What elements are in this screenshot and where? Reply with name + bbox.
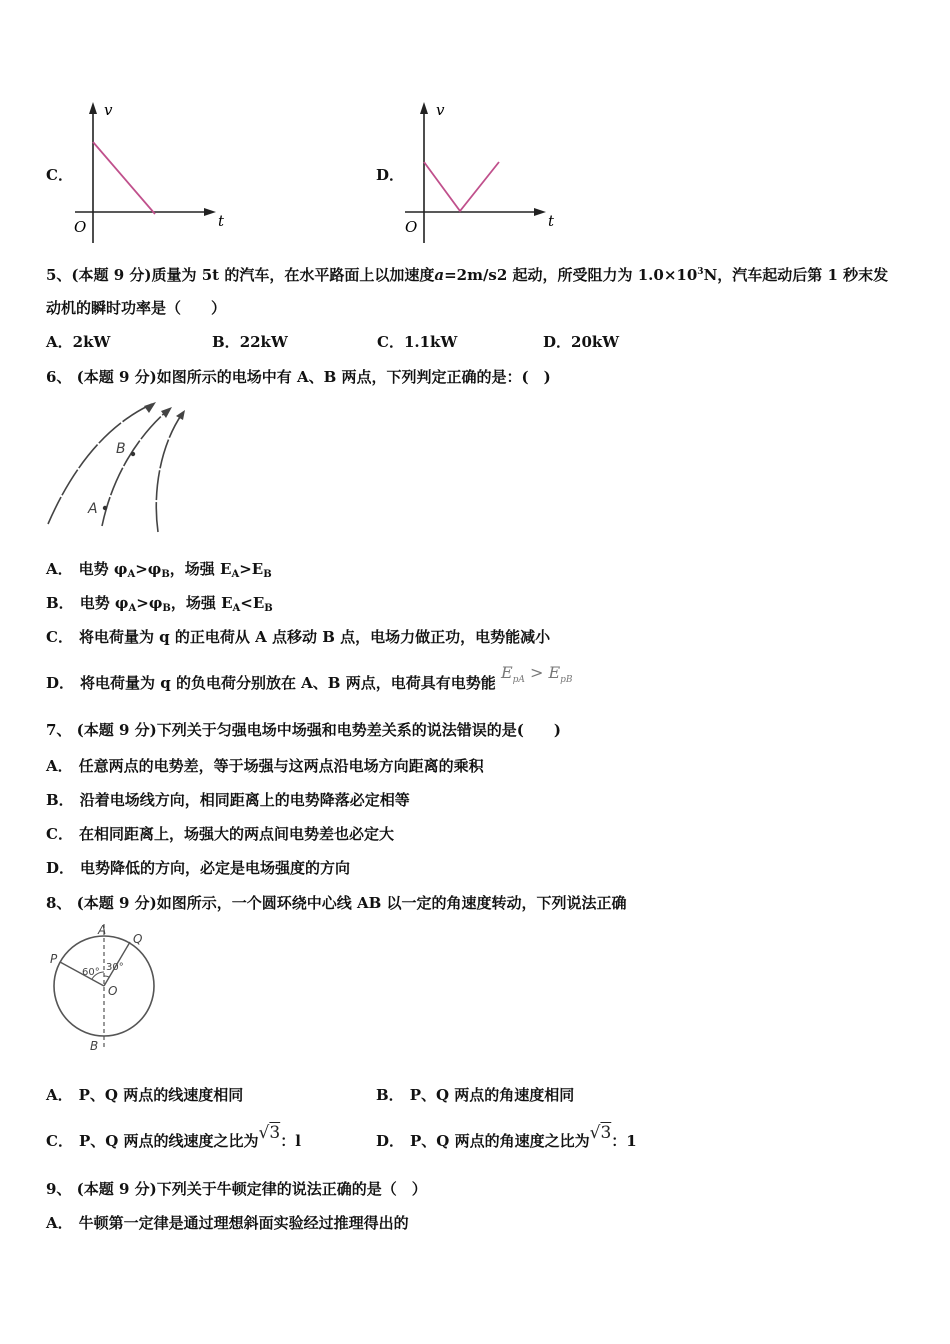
origin-label: O — [74, 218, 87, 236]
q7-option-c: C． 在相同距离上，场强大的两点间电势差也必定大 — [46, 825, 394, 843]
q6-stem: 6、 (本题 9 分)如图所示的电场中有 A、B 两点，下列判定正确的是：( ) — [46, 368, 551, 386]
origin-label: O — [405, 218, 418, 236]
axis-t-label: t — [218, 212, 225, 230]
q9-stem: 9、 (本题 9 分)下列关于牛顿定律的说法正确的是（ ） — [46, 1180, 427, 1198]
q7-option-a: A． 任意两点的电势差，等于场强与这两点沿电场方向距离的乘积 — [46, 757, 484, 775]
potential-energy-inequality: $E_{pA} > E_{pB}$ — [500, 663, 573, 685]
axis-v-label: v — [436, 101, 445, 119]
velocity-line — [93, 142, 155, 214]
angle-30-label: 30° — [106, 962, 124, 973]
field-arrow-icon — [161, 407, 172, 418]
q9-option-a: A． 牛顿第一定律是通过理想斜面实验经过推理得出的 — [46, 1214, 409, 1232]
label-b: B — [90, 1039, 99, 1053]
v-axis-arrow-icon — [420, 102, 428, 114]
sqrt-3: √3 — [258, 1123, 281, 1143]
label-a: A — [98, 923, 107, 937]
q4-option-c-label: C． — [46, 166, 73, 184]
point-a — [103, 506, 107, 510]
q5-option-c: C．1.1kW — [377, 333, 458, 351]
t-axis-arrow-icon — [534, 208, 546, 216]
field-arrow-icon — [144, 402, 156, 413]
v-axis-arrow-icon — [89, 102, 97, 114]
label-o: O — [108, 984, 118, 998]
q8-stem: 8、 (本题 9 分)如图所示，一个圆环绕中心线 AB 以一定的角速度转动，下列说法正确 — [46, 894, 627, 912]
q6-option-b: B． 电势 $\varphi_A>\varphi_B$，场强 $E_A<E_B$ — [46, 594, 273, 614]
q5-option-b: B．22kW — [212, 333, 288, 351]
q6-option-c: C． 将电荷量为 q 的正电荷从 A 点移动 B 点，电场力做正功，电势能减小 — [46, 628, 551, 646]
velocity-line — [424, 162, 499, 211]
q5-stem-line2: 动机的瞬时功率是（ ） — [46, 299, 227, 317]
t-axis-arrow-icon — [204, 208, 216, 216]
field-line-2 — [102, 410, 168, 526]
q5-option-d: D．20kW — [543, 333, 620, 351]
angle-60-label: 60° — [82, 967, 100, 978]
q4-option-c-graph — [70, 98, 230, 248]
q6-option-a: A． 电势 $\varphi_A>\varphi_B$，场强 $E_A>E_B$ — [46, 560, 272, 580]
q8-option-d: D． P、Q 两点的角速度之比为√3：1 — [376, 1123, 637, 1150]
q5-option-a: A．2kW — [46, 333, 111, 351]
q7-option-d: D． 电势降低的方向，必定是电场强度的方向 — [46, 859, 351, 877]
q8-option-a: A． P、Q 两点的线速度相同 — [46, 1086, 244, 1104]
q8-ring-figure — [42, 920, 172, 1060]
field-arrow-icon — [176, 410, 185, 420]
q8-option-b: B． P、Q 两点的角速度相同 — [376, 1086, 575, 1104]
label-q: Q — [133, 932, 143, 946]
axis-t-label: t — [548, 212, 555, 230]
point-b — [131, 452, 135, 456]
label-b: B — [116, 441, 126, 457]
q4-option-d-label: D． — [376, 166, 405, 184]
q6-option-d: D． 将电荷量为 q 的负电荷分别放在 A、B 两点，电荷具有电势能 $E_{pA} > E_{pB}$ — [46, 663, 573, 692]
label-a: A — [88, 501, 98, 517]
sqrt-3: √3 — [589, 1123, 612, 1143]
label-p: P — [50, 952, 58, 966]
field-line-1 — [48, 404, 152, 524]
q7-option-b: B． 沿着电场线方向，相同距离上的电势降落必定相等 — [46, 791, 410, 809]
q4-option-d-graph — [400, 98, 570, 248]
q7-stem: 7、 (本题 9 分)下列关于匀强电场中场强和电势差关系的说法错误的是( ) — [46, 721, 561, 739]
q5-stem-line1: 5、(本题 9 分)质量为 5t 的汽车，在水平路面上以加速度a=2m/s2 起动，所受阻力为 $1.0\times 10^3N$，汽车起动后第 1 秒末发 — [46, 266, 889, 284]
q6-electric-field-figure — [40, 398, 200, 543]
field-line-3 — [156, 414, 182, 532]
q8-option-c: C． P、Q 两点的线速度之比为√3：l — [46, 1123, 301, 1150]
axis-v-label: v — [104, 101, 113, 119]
angle-arc-30 — [104, 976, 109, 977]
